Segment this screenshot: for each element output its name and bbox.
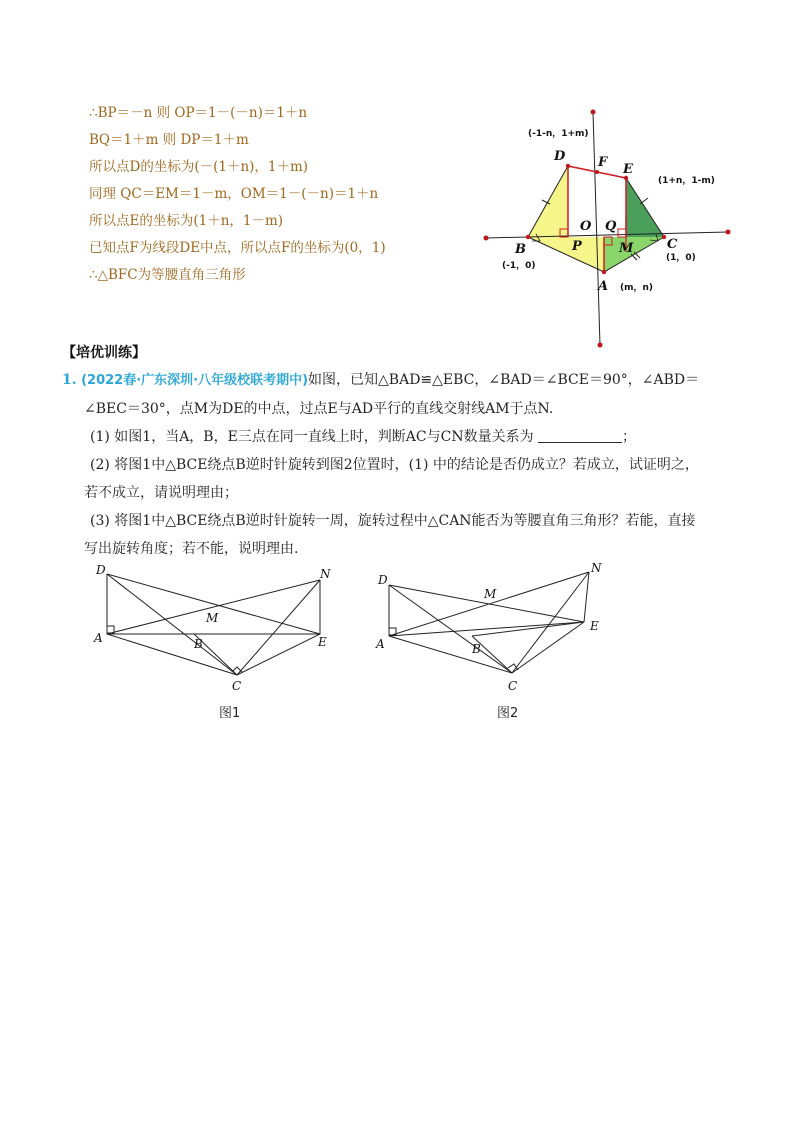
- fig2-label-E: E: [590, 619, 599, 633]
- solution-text: [89, 100, 489, 289]
- part1-text: (1) 如图1，当A，B，E三点在同一直线上时，判断AC与CN数量关系为: [90, 429, 534, 445]
- y-axis: [593, 112, 600, 345]
- label-A: A: [598, 279, 609, 294]
- solution-line: 所以点E的坐标为(1＋n，1－m): [89, 213, 284, 229]
- part1-end: ；: [622, 429, 637, 445]
- label-M: M: [619, 241, 634, 256]
- fig2-label-C: C: [508, 679, 518, 690]
- fig1-label-E: E: [318, 635, 327, 649]
- label-B: B: [515, 242, 526, 257]
- yellow-region: [528, 166, 604, 272]
- coord-E: (1+n，1-m): [658, 176, 715, 186]
- figure-2-caption: 图2: [497, 706, 519, 721]
- figure-2: [372, 560, 612, 690]
- fig2-label-N: N: [591, 561, 602, 575]
- label-Q: Q: [605, 219, 617, 234]
- figure-1-caption: 图1: [219, 706, 241, 721]
- fig1-label-M: M: [206, 611, 219, 625]
- question-source: (2022春·广东深圳·八年级校联考期中): [81, 373, 309, 388]
- label-C: C: [667, 237, 678, 252]
- coord-A: (m，n): [620, 283, 654, 293]
- question-block: [62, 366, 742, 563]
- part3-line1: (3) 将图1中△BCE绕点B逆时针旋转一周，旋转过程中△CAN能否为等腰直角三角形？若能，直接: [90, 513, 696, 529]
- coordinate-figure: [480, 100, 740, 350]
- label-F: F: [598, 155, 608, 170]
- fig2-label-D: D: [378, 573, 388, 587]
- solution-line: BQ＝1＋m 则 DP＝1＋m: [89, 132, 249, 148]
- label-D: D: [554, 149, 566, 164]
- answer-blank: [538, 426, 622, 443]
- solution-line: ∴△BFC为等腰直角三角形: [89, 267, 246, 283]
- section-title: 【培优训练】: [62, 345, 146, 361]
- coord-B: (-1，0): [502, 261, 536, 271]
- fig1-label-C: C: [232, 679, 242, 692]
- figure-1: [92, 562, 342, 692]
- fig1-label-D: D: [96, 563, 106, 577]
- part2-line2: 若不成立，请说明理由；: [84, 485, 238, 501]
- label-P: P: [572, 239, 582, 254]
- solution-line: 已知点F为线段DE中点，所以点F的坐标为(0，1): [89, 240, 386, 256]
- fig2-label-B: B: [472, 642, 481, 656]
- part3-line2: 写出旋转角度；若不能，说明理由.: [84, 541, 299, 557]
- label-O: O: [580, 219, 592, 234]
- question-stem-2: ∠BEC＝30°，点M为DE的中点，过点E与AD平行的直线交射线AM于点N.: [84, 401, 554, 417]
- fig1-label-N: N: [320, 567, 331, 581]
- coord-C: (1，0): [666, 253, 696, 263]
- solution-line: 同理 QC＝EM＝1－m，OM＝1－(－n)＝1＋n: [89, 186, 379, 202]
- solution-line: 所以点D的坐标为(－(1＋n)，1＋m): [89, 159, 309, 175]
- label-E: E: [623, 162, 633, 177]
- coord-D: (-1-n，1+m): [528, 129, 589, 139]
- fig1-label-A: A: [94, 631, 103, 645]
- question-number: 1.: [62, 372, 77, 388]
- question-stem-1: 如图，已知△BAD≌△EBC，∠BAD＝∠BCE＝90°，∠ABD＝: [308, 372, 700, 388]
- fig1-label-B: B: [194, 637, 203, 651]
- fig2-label-A: A: [376, 637, 385, 651]
- part2-line1: (2) 将图1中△BCE绕点B逆时针旋转到图2位置时，(1) 中的结论是否仍成立？若成立，试证明之，: [90, 457, 699, 473]
- solution-line: ∴BP＝－n 则 OP＝1－(－n)＝1＋n: [89, 105, 308, 121]
- fig2-label-M: M: [484, 587, 497, 601]
